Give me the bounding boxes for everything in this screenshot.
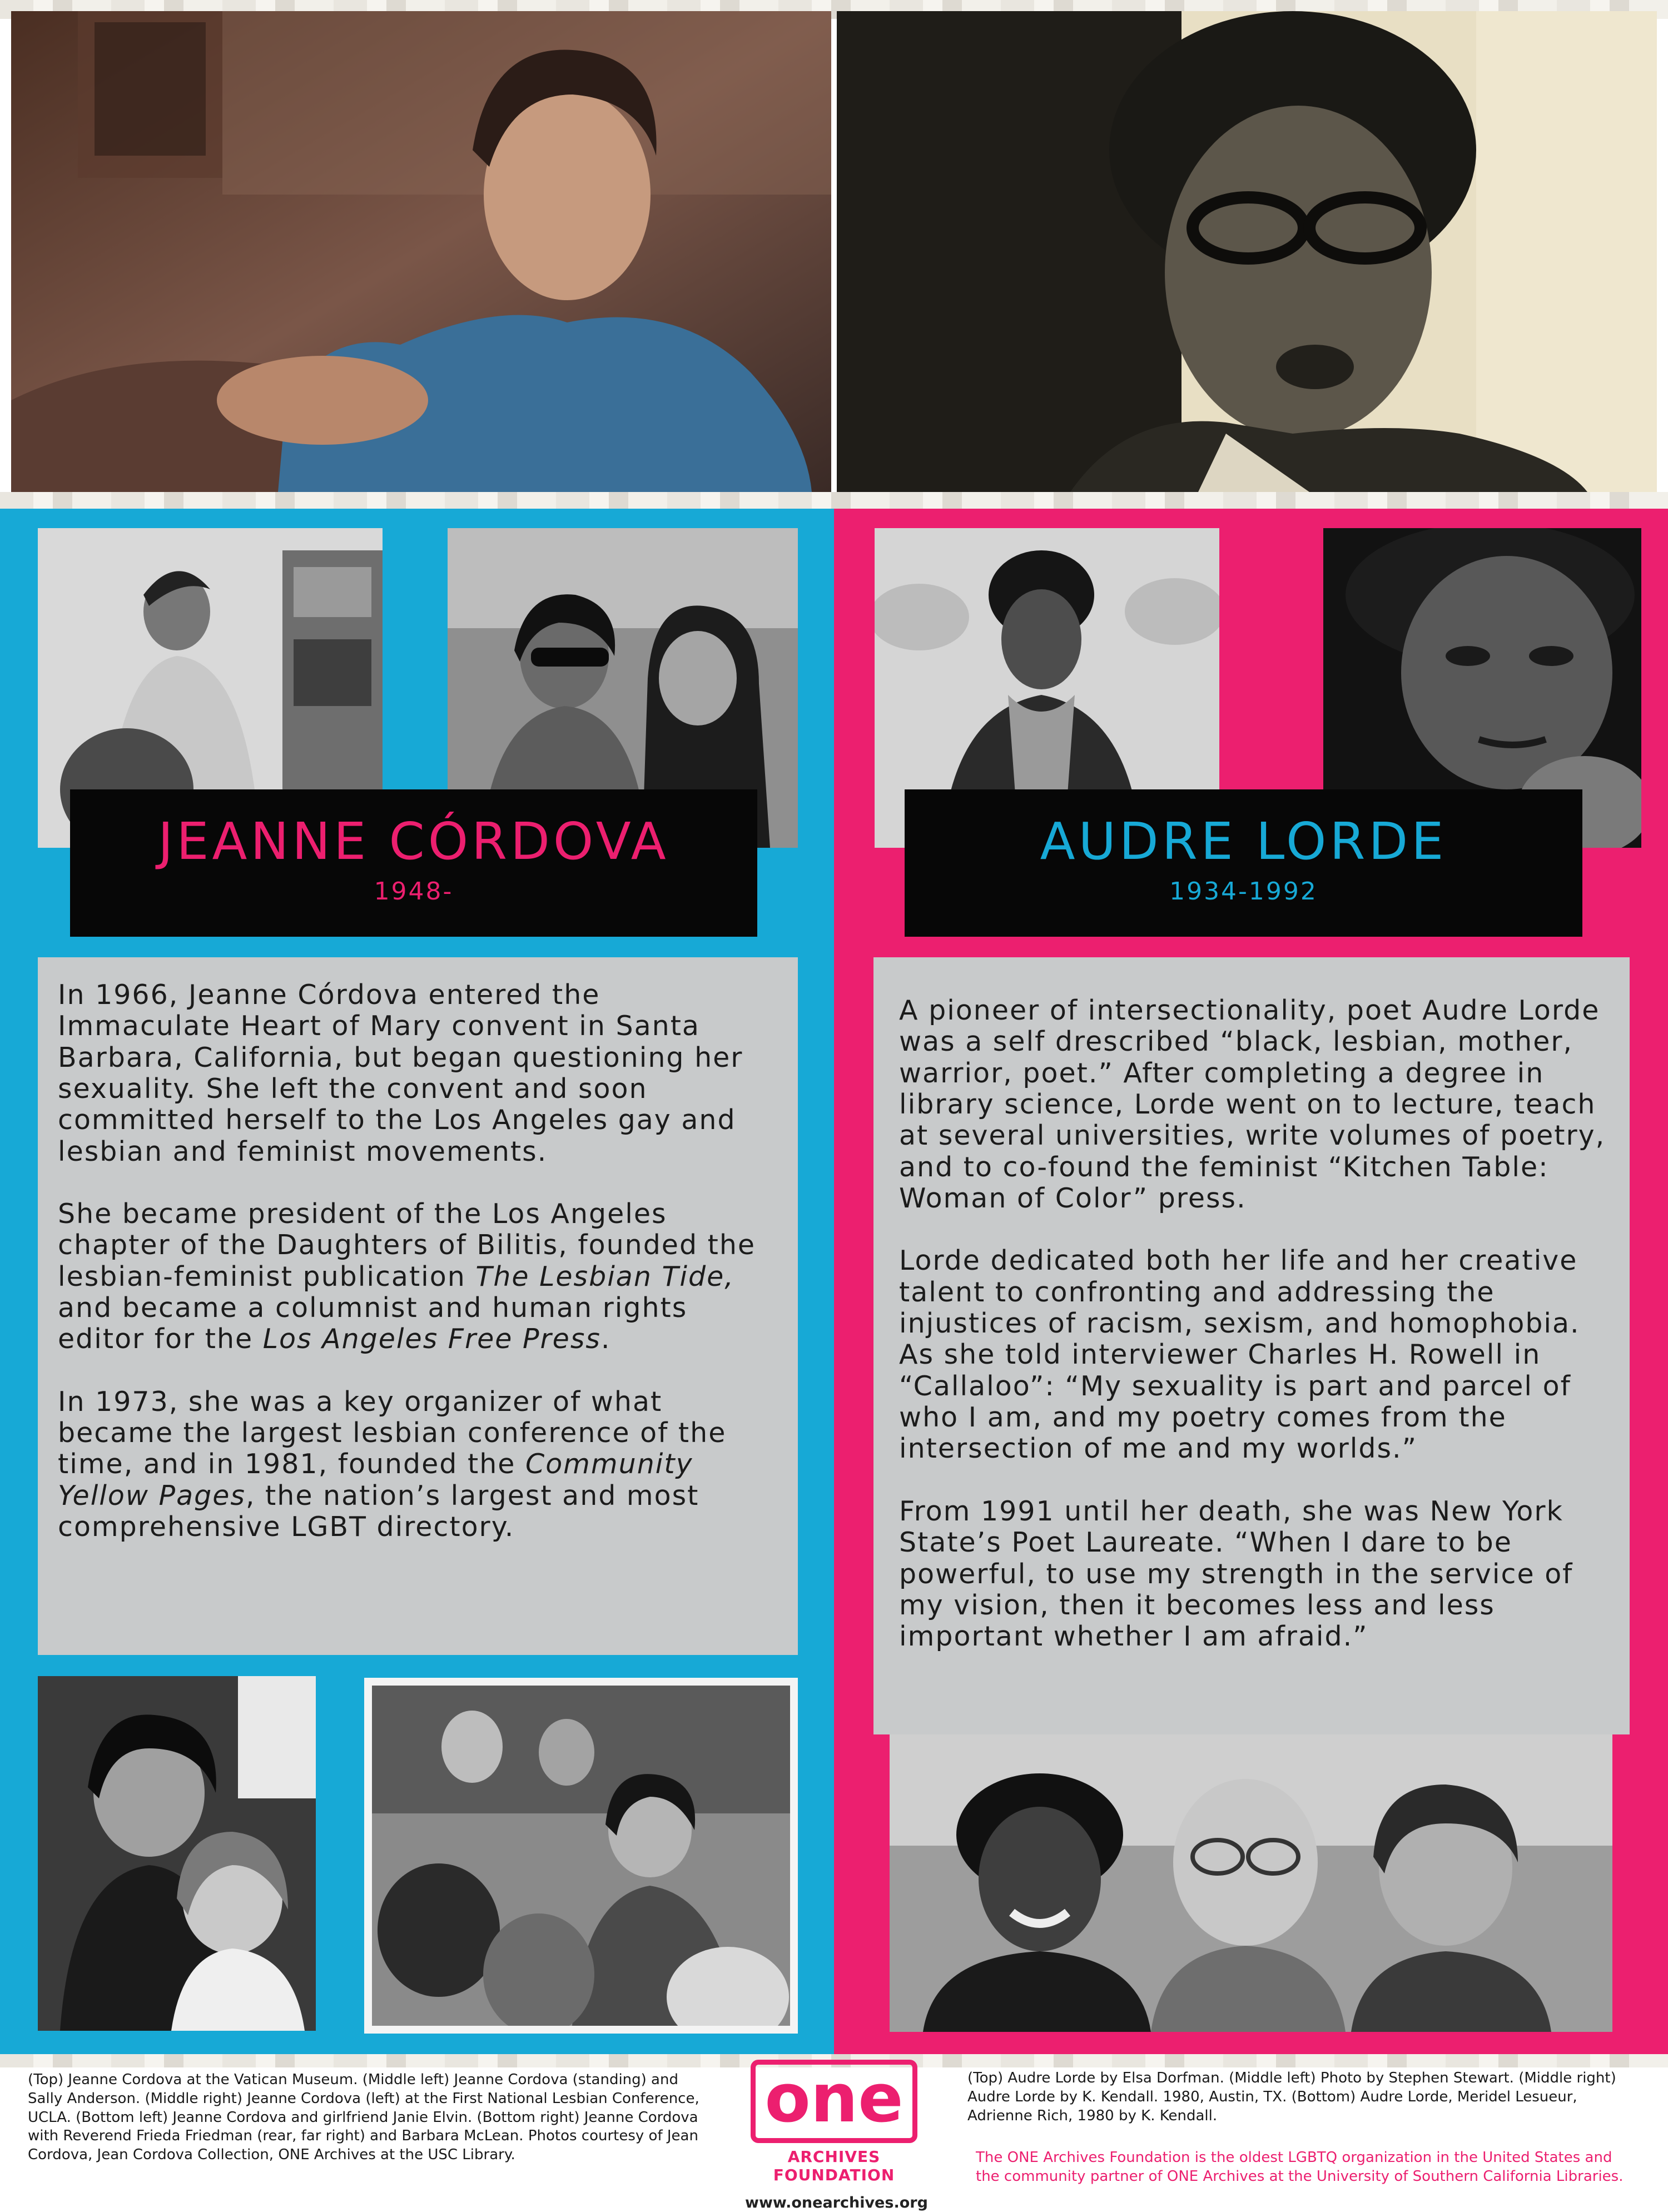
bio-paragraph-1: A pioneer of intersectionality, poet Audre Lorde was a self drescribed “black, lesbian, mother, warrior, poet.” After completing a degree in library science, Lorde went on to lecture, teach at several universities, write volumes of poetry, and to co-found the feminist “Kitchen Table: Woman of Color” press. [899,995,1606,1215]
bio-paragraph-3: In 1973, she was a key organizer of what became the largest lesbian conference of the time, and in 1981, founded the Community Yellow Pages, the nation’s largest and most comprehensive LGBT directory. [58,1385,727,1543]
photo-credits-audre-lorde: (Top) Audre Lorde by Elsa Dorfman. (Middle left) Photo by Stephen Stewart. (Middle right) Audre Lorde by K. Kendall. 1980, Austin, TX. (Bottom) Audre Lorde, Meridel Lesueur, Adrienne Rich, 1980 by K. Kendall. [967,2070,1616,2124]
website-link[interactable]: www.onearchives.org [745,2194,928,2211]
torn-paper-edge-middle [0,492,1668,511]
photo-jeanne-with-frieda-friedman [364,1678,798,2034]
bio-paragraph-2: Lorde dedicated both her life and her creative talent to confronting and addressing the injustices of racism, sexism, and homophobia. As she told interviewer Charles H. Rowell in “Callaloo”: “My sexuality is part and parcel of who I am, and my poetry comes from the intersection of me and my worlds.” [899,1245,1580,1465]
years-jeanne-cordova: 1948- [374,877,454,906]
biography-audre-lorde [873,957,1630,1734]
heading-jeanne-cordova: JEANNE CÓRDOVA [158,812,669,871]
years-audre-lorde: 1934-1992 [1169,877,1318,906]
bio-paragraph-2: She became president of the Los Angeles chapter of the Daughters of Bilitis, founded the lesbian-feminist publication The Lesbian Tide, and became a columnist and human rights editor for the Los Angeles Free Press. [58,1198,756,1355]
one-logo-wordmark: one [765,2060,904,2138]
photo-audre-lorde-meridel-lesueur-adrienne-rich [890,1734,1612,2032]
photo-audre-lorde-top [837,11,1657,492]
one-logo-box [751,2060,917,2143]
name-banner-jeanne-cordova [70,789,757,937]
bio-paragraph-1: In 1966, Jeanne Córdova entered the Immaculate Heart of Mary convent in Santa Barbara, California, but began questioning her sexuality. She left the convent and soon committed herself to the Los Angeles gay and lesbian and feminist movements. [58,979,743,1167]
one-archives-logo [745,2060,928,2211]
heading-audre-lorde: AUDRE LORDE [1040,812,1447,871]
photo-jeanne-cordova-top [11,11,831,492]
photo-credits-jeanne-cordova: (Top) Jeanne Cordova at the Vatican Museum. (Middle left) Jeanne Cordova (standing) and Sally Anderson. (Middle right) Jeanne Cordova (left) at the First National Lesbian Conference, UCLA. (Bottom left) Jeanne Cordova and girlfriend Janie Elvin. (Bottom right) Jeanne Cordova with Reverend Frieda Friedman (rear, far right) and Barbara McLean. Photos courtesy of Jean Cordova, Jean Cordova Collection, ONE Archives at the USC Library. [28,2071,699,2164]
one-logo-subtitle: ARCHIVES FOUNDATION [773,2148,895,2184]
biography-jeanne-cordova [38,957,798,1655]
foundation-tagline: The ONE Archives Foundation is the oldest LGBTQ organization in the United States and the community partner of ONE Archives at the University of Southern California Libraries. [976,2149,1624,2185]
name-banner-audre-lorde [905,789,1582,937]
photo-jeanne-and-janie-elvin [38,1676,316,2031]
bio-paragraph-3: From 1991 until her death, she was New York State’s Poet Laureate. “When I dare to be powerful, to use my strength in the service of my vision, then it becomes less and less important whether I am afraid.” [899,1495,1573,1653]
